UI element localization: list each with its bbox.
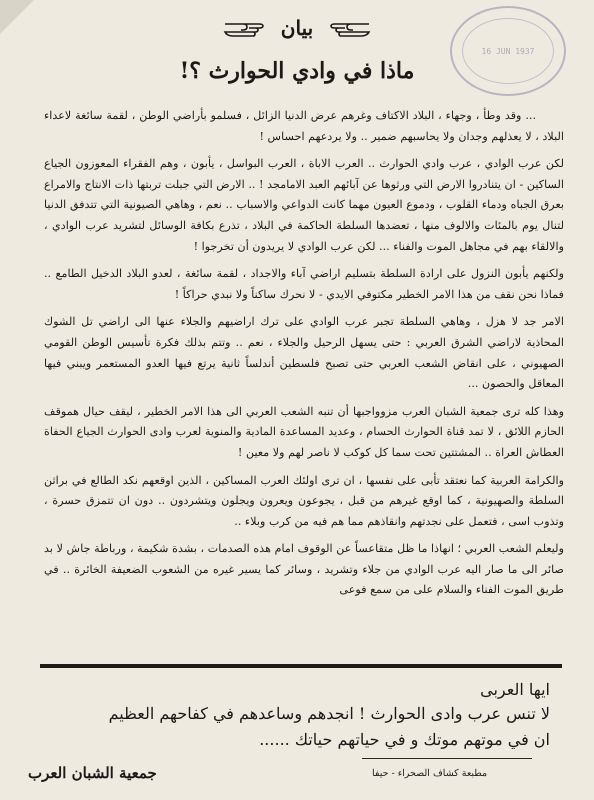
printer-credit: مطبعة كشاف الصحراء - حيفا [372,768,488,779]
closing-greeting: ايها العربى [480,680,550,699]
paragraph-6: والكرامة العربية كما نعتقد تأبى على نفسها ، ان ترى اولئك العرب المساكين ، الذين اوقعهم نكد الطالع في براثن السلطة والصهيونية ، كما اوقع غيرهم من قبل ، يجوعون ويعرون ويجلون ويتشردون .. دون ان تتمزق حسرة ، وتذوب اسى ، فتعمل على نجدتهم وانقاذهم مما هم فيه من كرب وبلاء .. [44,473,564,528]
document-title: ماذا في وادي الحوارث ؟! [179,58,415,84]
closing-slogan: ان في موتهم موتك و في حياتهم حياتك ...... [259,730,550,749]
divider-press [362,758,532,759]
document-body [44,106,564,608]
signature: جمعية الشبان العرب [28,764,157,782]
document-heading-text: بيان [280,16,314,40]
paragraph-2: لكن عرب الوادي ، عرب وادي الحوارث .. العرب الاباة ، العرب البواسل ، يأبون ، وهم الفقراء المعوزون الجياع الساكين - ان يتنادروا الارض التي ورثوها عن آبائهم العبد الامامجد ! .. الارض التي جبلت تربتها ذات الانتاج والامراع بعرق الجباه ودماء القلوب ، ودموع العيون مهما كانت الدواعي والاسباب .. نعم ، وهاهي الصيونية التي تتدفق الدنيا لتنال يوم بالمئات والالوف منها ، تعضدها السلطة الحاكمة في البلاد ، تذرع بكافة الوسائل لتشريد عرب الوادي ، والالقاء بهم في مجاهل الموت والفناء ... لكن عرب الوادي لا يريدون أن تخرجوا ! [44,157,564,253]
paragraph-3: ولكنهم يأبون النزول على ارادة السلطة بتسليم اراضي آباء والاجداد ، لقمة سائغة ، لعدو البلاد الدخيل الطامع .. فماذا نحن نقف من هذا الامر الخطير مكتوفي الايدي - لا نحرك ساكناً ولا نبدي حراكاً ! [44,267,564,301]
paragraph-4: الامر جد لا هزل ، وهاهي السلطة تجبر عرب الوادي على ترك اراضيهم والجلاء عنها الى اراضي تل الشوك المحاذية لاراضي الشرق العربي : حتى يسهل الرحيل والجلاء ، نعم .. وتتم بذلك فكرة تأسيس الوطن القومي الصهيوني ، على انقاض الشعب العربي حتى تصبح فلسطين أندلساً ثانية يرتع فيها العدو المستعمر ويبني فيها المعاقل والحصون ... [44,315,564,391]
closing-plea: لا تنس عرب وادى الحوارث ! انجدهم وساعدهم في كفاحهم العظيم [108,704,550,723]
divider-top [40,664,562,668]
paragraph-7: وليعلم الشعب العربي ؛ انهاذا ما ظل متقاعساً عن الوقوف امام هذه الصدمات ، بشدة شكيمة ، ورباطة جاش لا بد صائر الى ما صار اليه عرب الوادي من جلاء وتشريد ، وسائر كما يسير غيره من الشعوب الضعيفة الخائرة .. في طريق الموت الفناء والسلام على من سمع فوعى [44,542,564,597]
pointing-hand-left-icon [329,19,371,37]
stamp-date: 16 JUN 1937 [462,18,554,84]
paragraph-5: وهذا كله ترى جمعية الشبان العرب مزوواجبها أن تنبه الشعب العربي الى هذا الامر الخطير ، ليقف حيال هموقف الحازم اللائق ، لا تمد قناة الحوارث الحسام ، وعديد المساعدة المادية والمنوية لعرب وادى الحوارث الجياع الحفاة العطاش العراة .. المشتتين تحت سما كل كوكب لا ناصر لهم ولا معين ! [44,404,564,459]
paragraph-1: ... وقد وطأ ، وجهاء ، البلاد الاكتاف وغرهم عرض الدنيا الزائل ، فسلمو بأراضي الوطن ، لقمة سائغة لاعداء البلاد ، لا يعذلهم وجدان ولا يحاسبهم ضمير .. ولا يردعهم احساس ! [44,109,564,143]
document-heading [0,16,594,40]
pointing-hand-right-icon [223,19,265,37]
